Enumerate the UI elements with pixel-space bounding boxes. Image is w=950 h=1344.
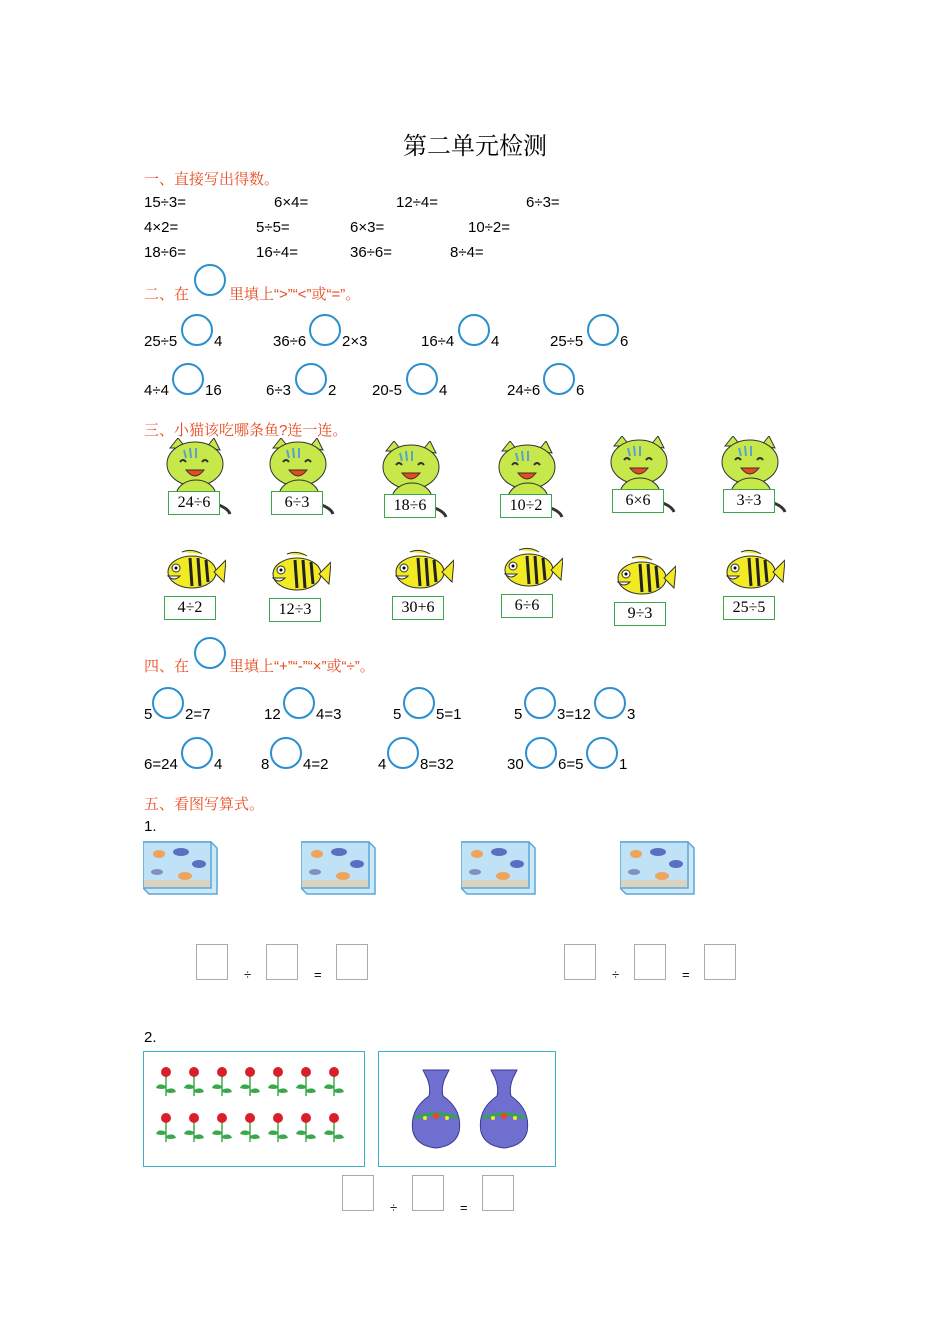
problem: 16÷4= bbox=[256, 244, 299, 261]
compare-right: 4 bbox=[439, 382, 448, 399]
vase-panel bbox=[378, 1051, 556, 1167]
aquarium-icon bbox=[301, 840, 375, 894]
operand: 5 bbox=[393, 706, 402, 723]
operator-circle[interactable] bbox=[152, 687, 184, 719]
fish-label: 30+6 bbox=[392, 596, 444, 620]
rose-icon bbox=[296, 1113, 316, 1142]
problem: 5÷5= bbox=[256, 219, 290, 236]
cat-label: 6×6 bbox=[612, 489, 664, 513]
fish-icon bbox=[721, 548, 785, 596]
operand: 5 bbox=[514, 706, 523, 723]
rose-icon bbox=[324, 1113, 344, 1142]
rose-grid bbox=[144, 1052, 363, 1165]
fish-icon bbox=[499, 546, 563, 594]
fish-icon bbox=[162, 548, 226, 596]
rose-icon bbox=[240, 1067, 260, 1096]
fish-card[interactable] bbox=[390, 548, 454, 601]
answer-box[interactable] bbox=[412, 1175, 444, 1211]
problem: 18÷6= bbox=[144, 244, 187, 261]
fish-icon bbox=[267, 550, 331, 598]
circle-icon bbox=[194, 264, 226, 296]
cat-label: 3÷3 bbox=[723, 489, 775, 513]
operand: 6=5 bbox=[558, 756, 584, 773]
section-5-heading: 五、看图写算式。 bbox=[144, 796, 265, 813]
answer-box[interactable] bbox=[196, 944, 228, 980]
flower-panel bbox=[143, 1051, 365, 1167]
answer-box[interactable] bbox=[266, 944, 298, 980]
compare-circle[interactable] bbox=[543, 363, 575, 395]
vases bbox=[379, 1052, 554, 1165]
operator-circle[interactable] bbox=[270, 737, 302, 769]
answer-box[interactable] bbox=[704, 944, 736, 980]
compare-right: 6 bbox=[620, 333, 629, 350]
rose-icon bbox=[324, 1067, 344, 1096]
fish-label: 12÷3 bbox=[269, 598, 321, 622]
compare-left: 16÷4 bbox=[421, 333, 455, 350]
equals-sign: = bbox=[314, 967, 322, 982]
operator-circle[interactable] bbox=[586, 737, 618, 769]
aquarium-icon bbox=[461, 840, 535, 894]
compare-circle[interactable] bbox=[587, 314, 619, 346]
compare-right: 6 bbox=[576, 382, 585, 399]
rose-icon bbox=[240, 1113, 260, 1142]
operand: 8 bbox=[261, 756, 270, 773]
answer-box[interactable] bbox=[482, 1175, 514, 1211]
compare-left: 20-5 bbox=[372, 382, 403, 399]
compare-circle[interactable] bbox=[172, 363, 204, 395]
rose-icon bbox=[212, 1113, 232, 1142]
equals-sign: = bbox=[682, 967, 690, 982]
fish-icon bbox=[612, 554, 676, 602]
operator-circle[interactable] bbox=[594, 687, 626, 719]
compare-left: 25÷5 bbox=[144, 333, 178, 350]
fish-card[interactable] bbox=[267, 550, 331, 603]
rose-icon bbox=[184, 1067, 204, 1096]
rose-icon bbox=[268, 1113, 288, 1142]
cat-label: 18÷6 bbox=[384, 494, 436, 518]
rose-icon bbox=[296, 1067, 316, 1096]
operand: 5 bbox=[144, 706, 153, 723]
fish-card[interactable] bbox=[721, 548, 785, 601]
operator-circle[interactable] bbox=[387, 737, 419, 769]
operator-circle[interactable] bbox=[524, 687, 556, 719]
compare-right: 16 bbox=[205, 382, 222, 399]
operand: 4=2 bbox=[303, 756, 329, 773]
problem: 10÷2= bbox=[468, 219, 511, 236]
section-2-heading-pre: 二、在 bbox=[144, 286, 190, 303]
problem: 36÷6= bbox=[350, 244, 393, 261]
compare-circle[interactable] bbox=[309, 314, 341, 346]
problem: 8÷4= bbox=[450, 244, 484, 261]
answer-box[interactable] bbox=[634, 944, 666, 980]
rose-icon bbox=[212, 1067, 232, 1096]
operand: 5=1 bbox=[436, 706, 462, 723]
compare-left: 24÷6 bbox=[507, 382, 541, 399]
answer-box[interactable] bbox=[564, 944, 596, 980]
circle-icon bbox=[194, 637, 226, 669]
fish-label: 4÷2 bbox=[164, 596, 216, 620]
operand: 4 bbox=[378, 756, 387, 773]
fish-card[interactable] bbox=[162, 548, 226, 601]
problem: 15÷3= bbox=[144, 194, 187, 211]
equals-sign: = bbox=[460, 1200, 468, 1215]
compare-right: 4 bbox=[214, 333, 223, 350]
rose-icon bbox=[268, 1067, 288, 1096]
operand: 8=32 bbox=[420, 756, 454, 773]
section-3-heading: 三、小猫该吃哪条鱼?连一连。 bbox=[144, 422, 348, 439]
rose-icon bbox=[156, 1113, 176, 1142]
divide-sign: ÷ bbox=[390, 1200, 398, 1215]
cat-label: 6÷3 bbox=[271, 491, 323, 515]
operand: 6=24 bbox=[144, 756, 178, 773]
operator-circle[interactable] bbox=[525, 737, 557, 769]
compare-right: 2×3 bbox=[342, 333, 368, 350]
compare-circle[interactable] bbox=[181, 314, 213, 346]
operator-circle[interactable] bbox=[403, 687, 435, 719]
problem: 12÷4= bbox=[396, 194, 439, 211]
compare-right: 4 bbox=[491, 333, 500, 350]
answer-box[interactable] bbox=[336, 944, 368, 980]
fish-icon bbox=[390, 548, 454, 596]
problem: 6÷3= bbox=[526, 194, 560, 211]
compare-circle[interactable] bbox=[406, 363, 438, 395]
section-4-heading-post: 里填上“+”“-”“×”或“÷”。 bbox=[229, 658, 375, 675]
fish-card[interactable] bbox=[612, 554, 676, 607]
fish-label: 25÷5 bbox=[723, 596, 775, 620]
operand: 2=7 bbox=[185, 706, 211, 723]
question-number: 2. bbox=[144, 1029, 157, 1046]
compare-left: 36÷6 bbox=[273, 333, 307, 350]
aquarium-icon bbox=[143, 840, 217, 894]
page-title: 第二单元检测 bbox=[403, 134, 547, 160]
operand: 1 bbox=[619, 756, 628, 773]
compare-left: 6÷3 bbox=[266, 382, 291, 399]
cat-label: 24÷6 bbox=[168, 491, 220, 515]
compare-circle[interactable] bbox=[458, 314, 490, 346]
operator-circle[interactable] bbox=[283, 687, 315, 719]
fish-card[interactable] bbox=[499, 546, 563, 599]
fish-label: 9÷3 bbox=[614, 602, 666, 626]
section-4-heading-pre: 四、在 bbox=[144, 658, 190, 675]
problem: 6×4= bbox=[274, 194, 309, 211]
question-number: 1. bbox=[144, 818, 157, 835]
compare-right: 2 bbox=[328, 382, 337, 399]
compare-circle[interactable] bbox=[295, 363, 327, 395]
compare-left: 4÷4 bbox=[144, 382, 169, 399]
operand: 3 bbox=[627, 706, 636, 723]
operand: 4=3 bbox=[316, 706, 342, 723]
answer-box[interactable] bbox=[342, 1175, 374, 1211]
operand: 30 bbox=[507, 756, 524, 773]
operand: 3=12 bbox=[557, 706, 591, 723]
problem: 4×2= bbox=[144, 219, 179, 236]
operand: 12 bbox=[264, 706, 281, 723]
problem: 6×3= bbox=[350, 219, 385, 236]
rose-icon bbox=[156, 1067, 176, 1096]
divide-sign: ÷ bbox=[244, 967, 252, 982]
divide-sign: ÷ bbox=[612, 967, 620, 982]
aquarium-icon bbox=[620, 840, 694, 894]
vase-icon bbox=[412, 1070, 459, 1148]
operand: 4 bbox=[214, 756, 223, 773]
fish-label: 6÷6 bbox=[501, 594, 553, 618]
operator-circle[interactable] bbox=[181, 737, 213, 769]
vase-icon bbox=[480, 1070, 527, 1148]
rose-icon bbox=[184, 1113, 204, 1142]
section-2-heading-post: 里填上“>”“<”或“=”。 bbox=[229, 286, 361, 303]
compare-left: 25÷5 bbox=[550, 333, 584, 350]
section-1-heading: 一、直接写出得数。 bbox=[144, 171, 280, 188]
cat-label: 10÷2 bbox=[500, 494, 552, 518]
